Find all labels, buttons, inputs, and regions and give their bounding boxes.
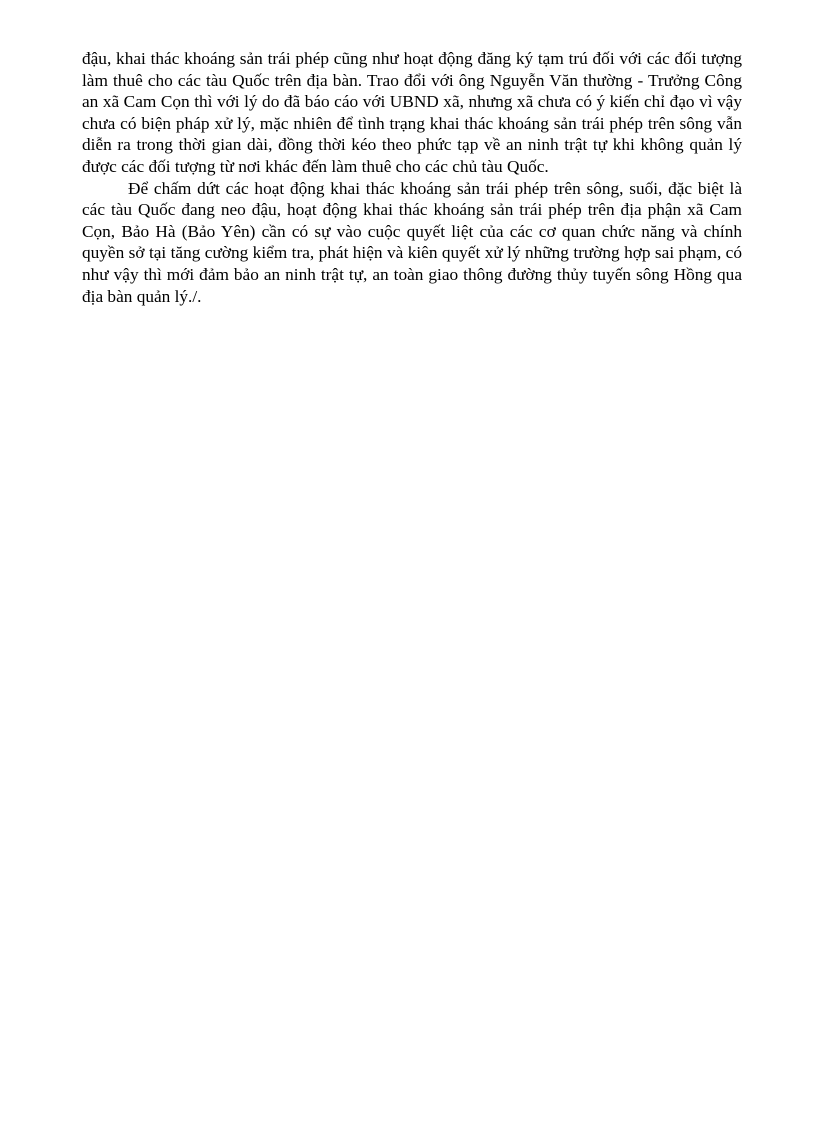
paragraph-2: Để chấm dứt các hoạt động khai thác khoáng sản trái phép trên sông, suối, đặc biệt là các tàu Quốc đang neo đậu, hoạt động khai thác khoáng sản trái phép trên địa phận xã Cam Cọn, Bảo Hà (Bảo Yên) cần có sự vào cuộc quyết liệt của các cơ quan chức năng và chính quyền sở tại tăng cường kiểm tra, phát hiện và kiên quyết xử lý những trường hợp sai phạm, có như vậy thì mới đảm bảo an ninh trật tự, an toàn giao thông đường thủy tuyến sông Hồng qua địa bàn quản lý./. bbox=[82, 178, 742, 306]
paragraph-1: đậu, khai thác khoáng sản trái phép cũng như hoạt động đăng ký tạm trú đối với các đối tượng làm thuê cho các tàu Quốc trên địa bàn. Trao đổi với ông Nguyễn Văn thường - Trưởng Công an xã Cam Cọn thì với lý do đã báo cáo với UBND xã, nhưng xã chưa có ý kiến chỉ đạo vì vậy chưa có biện pháp xử lý, mặc nhiên để tình trạng khai thác khoáng sản trái phép trên sông vẫn diễn ra trong thời gian dài, đồng thời kéo theo phức tạp về an ninh trật tự khi không quản lý được các đối tượng từ nơi khác đến làm thuê cho các chủ tàu Quốc. bbox=[82, 49, 742, 176]
document-body bbox=[82, 48, 742, 307]
